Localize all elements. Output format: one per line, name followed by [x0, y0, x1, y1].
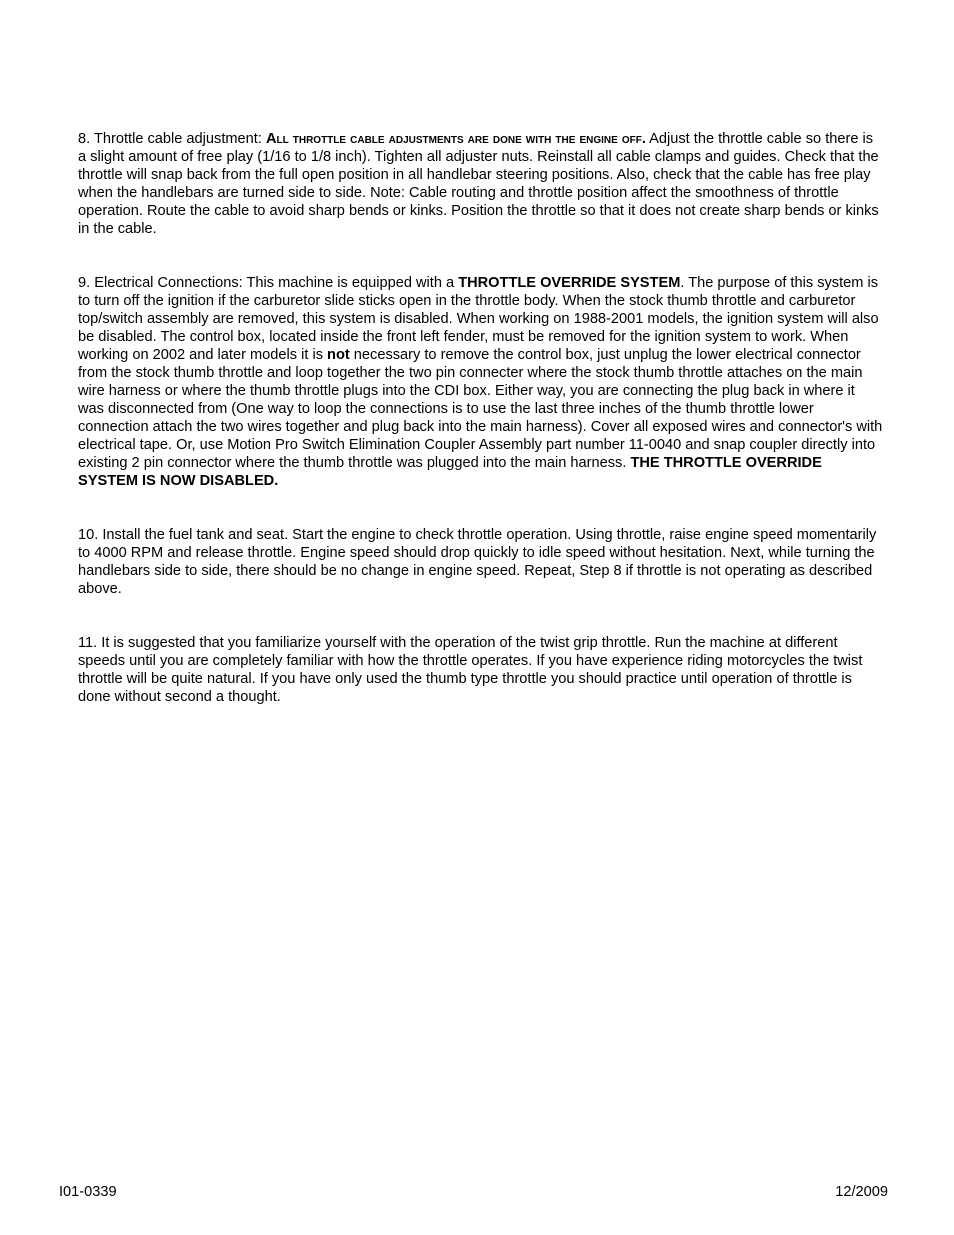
step-11-paragraph: 11. It is suggested that you familiarize yourself with the operation of the twist grip throttle. Run the machine at different speeds until you are completely familiar with how the throttle operates. If you have experience riding motorcycles the twist throttle will be quite natural. If you have only used the thumb type throttle you should practice until operation of throttle is done without second a thought.: [78, 635, 863, 705]
step-9-paragraph: [78, 274, 884, 490]
step-9-text-part-2: necessary to remove the control box, just unplug the lower electrical connector from the stock thumb throttle and loop together the two pin connecter where the stock thumb throttle attaches on the main wire harness or where the thumb throttle plugs into the CDI box. Either way, you are connecting the plug back in where it was disconnected from (One way to loop the connections is to use the last three inches of the thumb throttle lower connection attach the two wires together and plug back into the main harness). Cover all exposed wires and connector's with electrical tape. Or, use Motion Pro Switch Elimination Coupler Assembly part number 11-0040 and snap coupler directly into existing 2 pin connector where the thumb throttle was plugged into the main harness.: [78, 347, 883, 471]
step-8-paragraph: [78, 130, 884, 238]
step-8-engine-off-warning: All throttle cable adjustments are done with the engine off.: [265, 131, 646, 147]
document-body: [78, 130, 884, 742]
step-9-system-name: THROTTLE OVERRIDE SYSTEM: [458, 275, 681, 291]
step-9-not-emphasis: not: [327, 347, 350, 363]
step-9-lead: 9. Electrical Connections: This machine is equipped with a: [78, 275, 459, 291]
footer-part-number: I01-0339: [59, 1184, 117, 1200]
step-9-disabled-notice: THE THROTTLE OVERRIDE SYSTEM IS NOW DISABLED.: [78, 455, 822, 489]
step-9-text-part-1: . The purpose of this system is to turn off the ignition if the carburetor slide sticks open in the throttle body. When the stock thumb throttle and carburetor top/switch assembly are removed, this system is disabled. When working on 1988-2001 models, the ignition system will also be disabled. The control box, located inside the front left fender, must be removed for the ignition system to work. When working on 2002 and later models it is: [78, 275, 879, 363]
footer-date: 12/2009: [835, 1184, 888, 1200]
step-10-paragraph: 10. Install the fuel tank and seat. Start the engine to check throttle operation. Using throttle, raise engine speed momentarily to 4000 RPM and release throttle. Engine speed should drop quickly to idle speed without hesitation. Next, while turning the handlebars side to side, there should be no change in engine speed. Repeat, Step 8 if throttle is not operating as described above.: [78, 527, 877, 597]
step-8-instructions: Adjust the throttle cable so there is a slight amount of free play (1/16 to 1/8 inch). Tighten all adjuster nuts. Reinstall all cable clamps and guides. Check that the throttle will snap back from the full open position in all handlebar steering positions. Also, check that the cable has free play when the handlebars are turned side to side. Note: Cable routing and throttle position affect the smoothness of throttle operation. Route the cable to avoid sharp bends or kinks. Position the throttle so that it does not create sharp bends or kinks in the cable.: [78, 131, 879, 237]
step-8-lead: 8. Throttle cable adjustment:: [78, 131, 266, 147]
